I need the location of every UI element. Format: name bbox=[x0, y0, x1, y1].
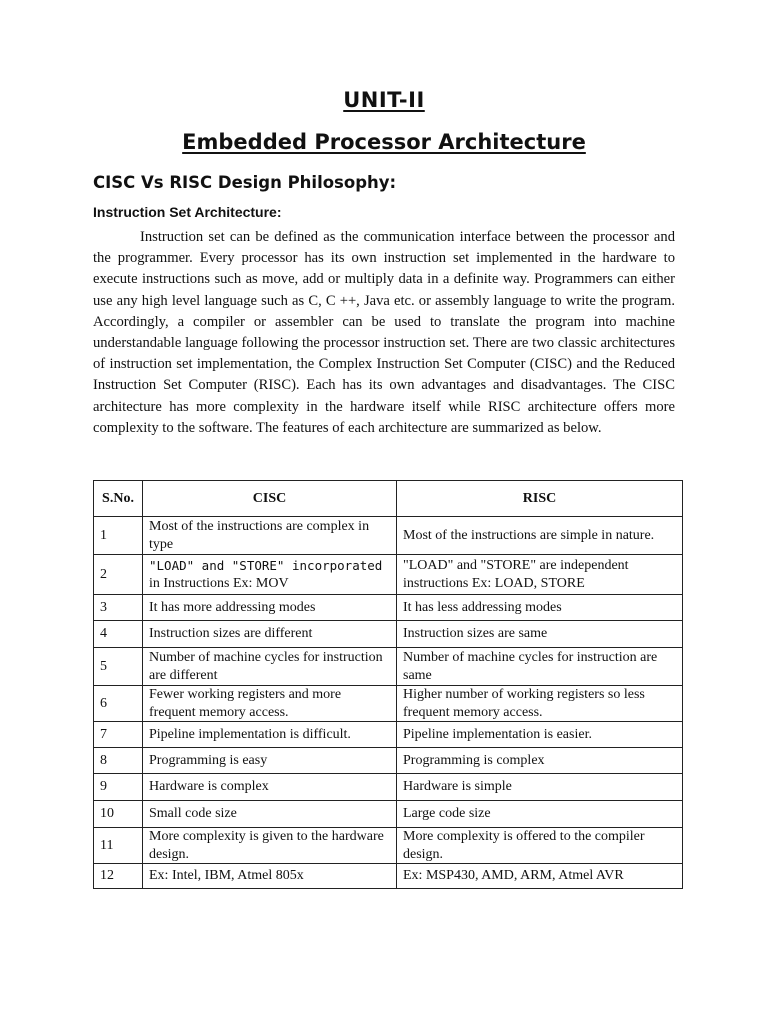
risc-cell: Hardware is simple bbox=[397, 774, 683, 801]
cisc-risc-comparison-table bbox=[93, 480, 683, 889]
cisc-cell: It has more addressing modes bbox=[143, 595, 397, 621]
intro-paragraph: Instruction set can be defined as the communication interface between the processor and the programmer. Every processor has its own instruction set implemented in the hardware to execute instructions such as move, add or multiply data in a definite way. Programmers can either use any high level language such as C, C ++, Java etc. or assembly language to write the program. Accordingly, a compiler or assembler can be used to translate the program into machine understandable language following the processor instruction set. There are two classic architectures of instruction set implementation, the Complex Instruction Set Computer (CISC) and the Reduced Instruction Set Computer (RISC). Each has its own advantages and disadvantages. The CISC architecture has more complexity in the hardware itself while RISC architecture offers more complexity to the software. The features of each architecture are summarized as below. bbox=[93, 229, 675, 436]
risc-cell: Programming is complex bbox=[397, 748, 683, 774]
row-number: 7 bbox=[94, 722, 143, 748]
risc-cell: It has less addressing modes bbox=[397, 595, 683, 621]
page-title: Embedded Processor Architecture bbox=[182, 130, 586, 154]
cisc-cell: Most of the instructions are complex in type bbox=[143, 517, 397, 555]
risc-cell: Pipeline implementation is easier. bbox=[397, 722, 683, 748]
table-row bbox=[94, 595, 683, 621]
cisc-cell: Number of machine cycles for instruction are different bbox=[143, 648, 397, 686]
unit-title: UNIT-II bbox=[343, 88, 425, 112]
row-number: 5 bbox=[94, 648, 143, 686]
table-row bbox=[94, 621, 683, 648]
risc-cell: "LOAD" and "STORE" are independent instructions Ex: LOAD, STORE bbox=[397, 555, 683, 595]
table-row bbox=[94, 864, 683, 889]
header-cisc: CISC bbox=[143, 481, 397, 517]
cisc-cell: Programming is easy bbox=[143, 748, 397, 774]
table-row bbox=[94, 517, 683, 555]
row-number: 10 bbox=[94, 801, 143, 828]
risc-cell: More complexity is offered to the compiler design. bbox=[397, 828, 683, 864]
table-row bbox=[94, 748, 683, 774]
cisc-cell-text: in Instructions Ex: MOV bbox=[149, 575, 289, 591]
row-number: 11 bbox=[94, 828, 143, 864]
header-sno: S.No. bbox=[94, 481, 143, 517]
table-row bbox=[94, 686, 683, 722]
risc-cell: Most of the instructions are simple in nature. bbox=[397, 517, 683, 555]
cisc-cell: Instruction sizes are different bbox=[143, 621, 397, 648]
row-number: 8 bbox=[94, 748, 143, 774]
risc-cell: Instruction sizes are same bbox=[397, 621, 683, 648]
risc-cell: Number of machine cycles for instruction are same bbox=[397, 648, 683, 686]
row-number: 4 bbox=[94, 621, 143, 648]
header-risc: RISC bbox=[397, 481, 683, 517]
risc-cell: Ex: MSP430, AMD, ARM, Atmel AVR bbox=[397, 864, 683, 889]
cisc-cell: More complexity is given to the hardware design. bbox=[143, 828, 397, 864]
table-row bbox=[94, 555, 683, 595]
cisc-cell: Pipeline implementation is difficult. bbox=[143, 722, 397, 748]
cisc-cell: Hardware is complex bbox=[143, 774, 397, 801]
row-number: 9 bbox=[94, 774, 143, 801]
table-row bbox=[94, 722, 683, 748]
table-row bbox=[94, 774, 683, 801]
cisc-cell: Fewer working registers and more frequent memory access. bbox=[143, 686, 397, 722]
row-number: 3 bbox=[94, 595, 143, 621]
cisc-cell: Ex: Intel, IBM, Atmel 805x bbox=[143, 864, 397, 889]
cisc-cell bbox=[143, 555, 397, 595]
risc-cell: Higher number of working registers so less frequent memory access. bbox=[397, 686, 683, 722]
sub-heading: Instruction Set Architecture: bbox=[93, 204, 282, 220]
row-number: 1 bbox=[94, 517, 143, 555]
section-heading: CISC Vs RISC Design Philosophy: bbox=[93, 173, 397, 192]
table-header-row bbox=[94, 481, 683, 517]
cisc-cell-code-line: "LOAD" and "STORE" incorporated bbox=[149, 558, 383, 573]
row-number: 2 bbox=[94, 555, 143, 595]
cisc-cell: Small code size bbox=[143, 801, 397, 828]
risc-cell: Large code size bbox=[397, 801, 683, 828]
table-row bbox=[94, 648, 683, 686]
row-number: 6 bbox=[94, 686, 143, 722]
table-row bbox=[94, 828, 683, 864]
table-row bbox=[94, 801, 683, 828]
row-number: 12 bbox=[94, 864, 143, 889]
